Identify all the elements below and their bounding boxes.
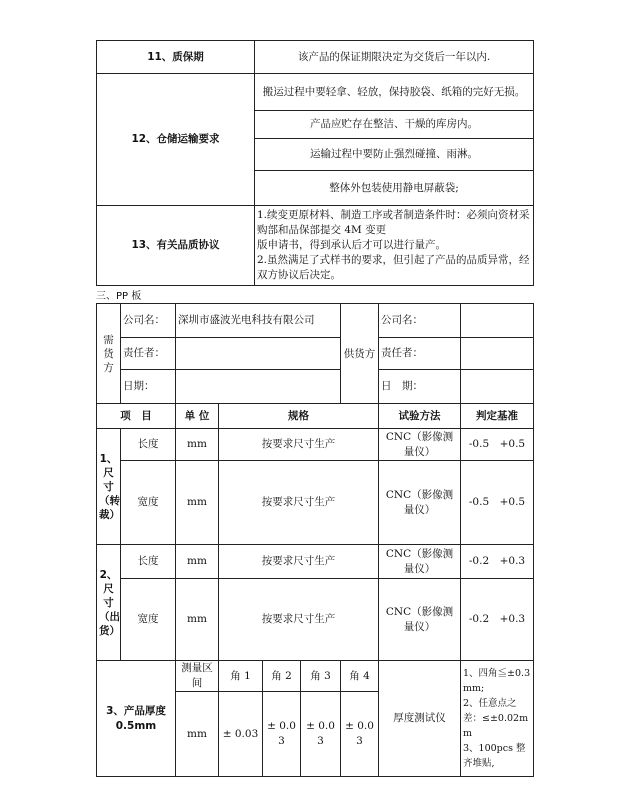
- row11-value: 该产品的保证期限决定为交货后一年以内.: [255, 41, 534, 74]
- thickness-criteria: 1、四角≦±0.3mm; 2、任意点之差：≤±0.02mm 3、100pcs 整齐堆贴,: [461, 661, 534, 777]
- supplier-label: 供货方: [341, 304, 379, 404]
- date-label: 日期：: [121, 370, 176, 404]
- row-unit: mm: [176, 429, 219, 461]
- supplier-company-label: 公司名：: [379, 304, 461, 338]
- quality-terms-table: [96, 40, 534, 286]
- corner-tolerance: ± 0.03: [341, 692, 379, 777]
- measure-label: 测量区间: [176, 661, 219, 692]
- row-method: CNC（影像测量仪）: [379, 579, 461, 661]
- row13-line: 2.虽然满足了式样书的要求，但引起了产品的品质异常，经双方协议后决定。: [257, 254, 530, 281]
- group3-label: 3、产品厚度 0.5mm: [97, 661, 176, 777]
- corner-label: 角 2: [263, 661, 301, 692]
- row-spec: 按要求尺寸生产: [219, 579, 379, 661]
- group2-label: 2、尺寸（出货）: [97, 545, 121, 661]
- company-value: 深圳市盛波光电科技有限公司: [176, 304, 341, 338]
- thickness-unit: mm: [176, 692, 219, 777]
- responsible-value: [176, 338, 341, 370]
- row12-item: 产品应贮存在整洁、干燥的库房内。: [255, 111, 534, 139]
- row12-item: 搬运过程中要轻拿、轻放，保持胶袋、纸箱的完好无损。: [255, 74, 534, 111]
- row12-item: 整体外包装使用静电屏蔽袋;: [255, 171, 534, 206]
- date-value: [176, 370, 341, 404]
- corner-label: 角 3: [301, 661, 341, 692]
- supplier-date-label: 日 期：: [379, 370, 461, 404]
- buyer-label: 需货方: [97, 304, 121, 404]
- row12-label: 12、仓储运输要求: [97, 74, 255, 206]
- row-criteria: -0.2 +0.3: [461, 579, 534, 661]
- pp-board-spec-table: [96, 303, 534, 777]
- row-spec: 按要求尺寸生产: [219, 429, 379, 461]
- header-spec: 规格: [219, 404, 379, 429]
- supplier-responsible-value: [461, 338, 534, 370]
- row13-line: 1.续变更原材料、制造工序或者制造条件时：必须向资材采购部和品保部提交 4M 变更: [257, 209, 530, 236]
- row-spec: 按要求尺寸生产: [219, 545, 379, 579]
- row-unit: mm: [176, 545, 219, 579]
- company-label: 公司名：: [121, 304, 176, 338]
- row12-item: 运输过程中要防止强烈碰撞、雨淋。: [255, 139, 534, 171]
- corner-tolerance: ± 0.03: [219, 692, 263, 777]
- corner-tolerance: ± 0.03: [263, 692, 301, 777]
- row-criteria: -0.5 +0.5: [461, 461, 534, 545]
- corner-label: 角 1: [219, 661, 263, 692]
- header-criteria: 判定基准: [461, 404, 534, 429]
- responsible-label: 责任者：: [121, 338, 176, 370]
- supplier-date-value: [461, 370, 534, 404]
- header-method: 试验方法: [379, 404, 461, 429]
- row-name: 长度: [121, 429, 176, 461]
- row11-label: 11、质保期: [97, 41, 255, 74]
- row-criteria: -0.5 +0.5: [461, 429, 534, 461]
- group1-label: 1、尺寸（转裁）: [97, 429, 121, 545]
- row13-label: 13、有关品质协议: [97, 206, 255, 286]
- row-name: 宽度: [121, 579, 176, 661]
- supplier-responsible-label: 责任者：: [379, 338, 461, 370]
- row-name: 宽度: [121, 461, 176, 545]
- supplier-company-value: [461, 304, 534, 338]
- row-name: 长度: [121, 545, 176, 579]
- section-title: 三、PP 板: [96, 291, 142, 302]
- header-unit: 单 位: [176, 404, 219, 429]
- row-method: CNC（影像测量仪）: [379, 429, 461, 461]
- row-method: CNC（影像测量仪）: [379, 461, 461, 545]
- row13-line: 版申请书，得到承认后才可以进行量产。: [257, 239, 446, 251]
- row-unit: mm: [176, 461, 219, 545]
- thickness-method: 厚度测试仪: [379, 661, 461, 777]
- row-method: CNC（影像测量仪）: [379, 545, 461, 579]
- row-criteria: -0.2 +0.3: [461, 545, 534, 579]
- row-spec: 按要求尺寸生产: [219, 461, 379, 545]
- corner-label: 角 4: [341, 661, 379, 692]
- corner-tolerance: ± 0.03: [301, 692, 341, 777]
- row-unit: mm: [176, 579, 219, 661]
- header-item: 项 目: [97, 404, 176, 429]
